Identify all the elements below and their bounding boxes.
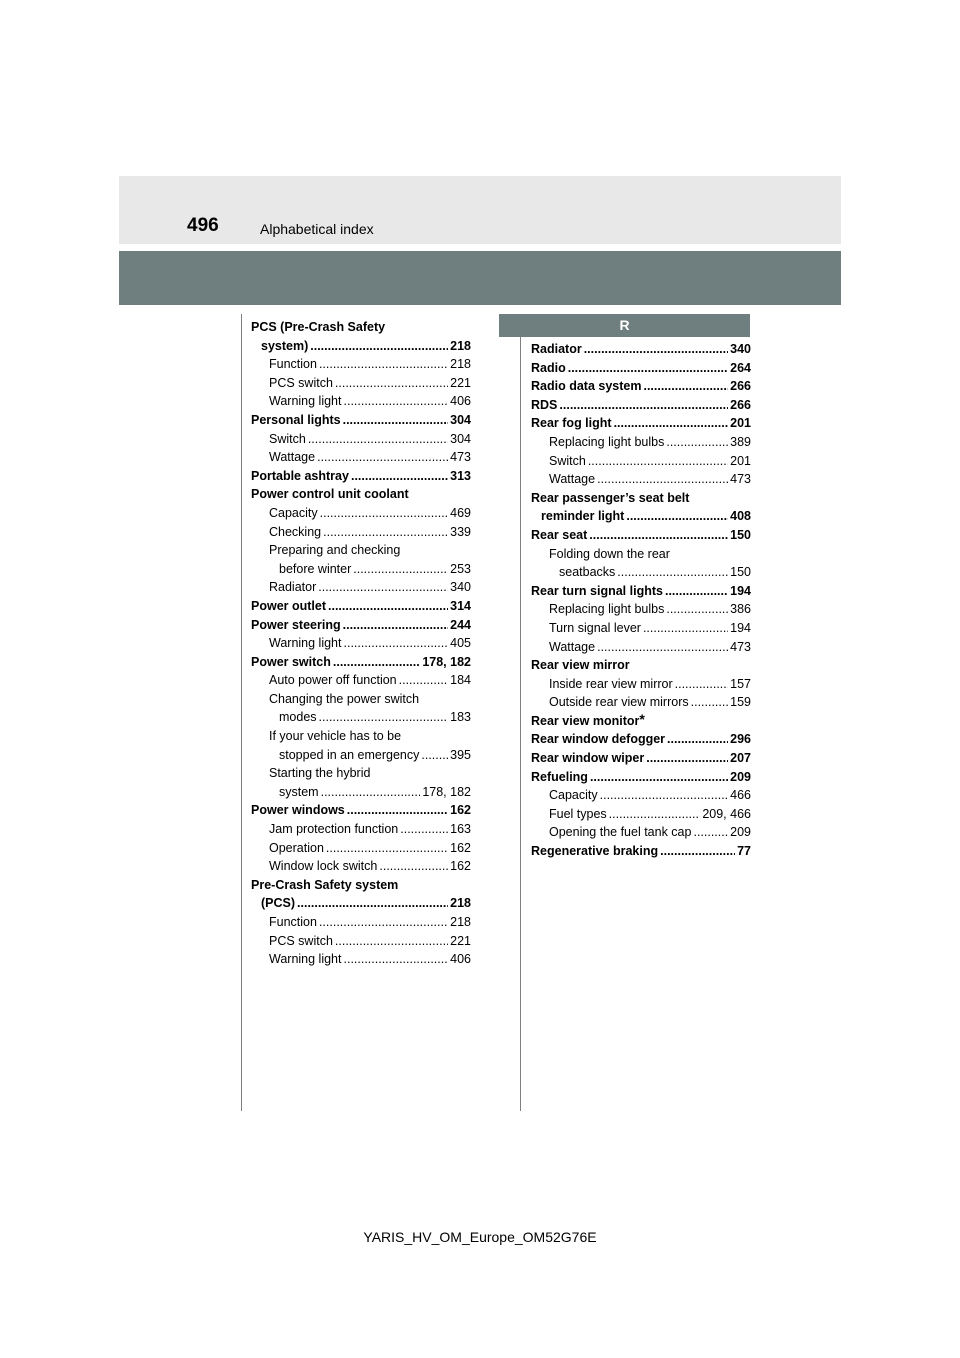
page-ref: 218 [450,357,471,372]
entry-text: Replacing light bulbs [549,602,665,617]
dot-leader [609,805,701,824]
index-subentry [251,578,471,597]
index-subentry [531,619,751,638]
index-entry [251,597,471,616]
dot-leader [297,894,448,913]
index-entry [531,377,751,396]
index-entry [531,526,751,545]
entry-text: PCS switch [269,375,333,390]
page-ref: 194 [730,620,751,635]
page-ref: 183 [450,710,471,725]
entry-text: Rear seat [531,527,588,542]
dot-leader [328,597,448,616]
dot-leader [318,578,448,597]
dot-leader [323,523,448,542]
dot-leader [589,526,728,545]
page-ref: 162 [450,840,471,855]
dot-leader [400,820,448,839]
entry-text: seatbacks [559,565,616,580]
dot-leader [379,857,448,876]
entry-text: Opening the fuel tank cap [549,825,692,840]
dot-leader [320,504,449,523]
page-ref: 266 [730,397,751,412]
page-ref: 150 [730,527,751,542]
index-entry [531,414,751,433]
entry-text: Starting the hybrid [269,766,371,781]
entry-text: Changing the power switch [269,691,420,706]
page-ref: 209 [730,825,751,840]
dot-leader [319,355,448,374]
entry-text: system [279,784,319,799]
entry-text: Warning light [269,952,342,967]
index-entry [251,411,471,430]
index-entry [251,318,471,337]
dot-leader [344,392,449,411]
page-ref: 184 [450,673,471,688]
column-divider-left [241,314,242,1111]
dot-leader [584,340,728,359]
page-ref: 162 [450,803,471,818]
dot-leader [326,839,448,858]
dot-leader [666,600,728,619]
index-subentry [531,433,751,452]
section-letter: R [619,317,630,333]
index-entry [251,801,471,820]
entry-text: Warning light [269,394,342,409]
index-subentry [251,932,471,951]
dot-leader [691,693,729,712]
footer-doc-code: YARIS_HV_OM_Europe_OM52G76E [363,1229,597,1245]
entry-text: stopped in an emergency [279,747,420,762]
index-subentry [251,374,471,393]
index-subentry [251,690,471,709]
index-entry: Rear view monitor * [531,712,751,731]
entry-text: Power control unit coolant [251,487,409,502]
page-ref: 395 [450,747,471,762]
dot-leader [351,467,448,486]
index-subentry [251,708,471,727]
index-entry [531,582,751,601]
entry-text: Inside rear view mirror [549,676,673,691]
index-subentry [251,448,471,467]
page-ref: 207 [730,751,751,766]
dot-leader [643,377,728,396]
index-subentry [531,786,751,805]
page-ref: 218 [450,896,471,911]
index-subentry [531,545,751,564]
page-ref: 466 [730,788,751,803]
index-entry [251,467,471,486]
dot-leader [626,507,728,526]
page-ref: 201 [730,453,751,468]
index-entry [251,653,471,672]
entry-text: Outside rear view mirrors [549,695,689,710]
entry-text: Wattage [269,450,316,465]
entry-text: Personal lights [251,412,341,427]
index-entry [251,894,471,913]
page-ref: 218 [450,915,471,929]
dot-leader [614,414,729,433]
page-ref: 406 [450,952,471,967]
index-subentry [251,727,471,746]
index-subentry [531,470,751,489]
index-entry [531,768,751,787]
index-entry [251,876,471,895]
entry-text: Radiator [531,342,582,356]
dot-leader [667,730,728,749]
page-ref: 408 [730,509,751,524]
entry-text: Rear window defogger [531,732,666,747]
page-ref: 264 [730,360,751,375]
page-ref: 77 [737,844,751,859]
dot-leader [344,634,449,653]
entry-text: Rear view monitor [531,713,640,728]
page-ref: 473 [730,472,751,487]
entry-text: Refueling [531,769,588,784]
page-ref: 314 [450,598,471,613]
section-letter-bar [499,314,750,337]
entry-text: Power outlet [251,598,327,613]
index-entry [251,485,471,504]
index-entry [251,337,471,356]
entry-text: system) [261,338,309,353]
page-ref: 473 [730,639,751,654]
dot-leader [590,768,728,787]
entry-text: Operation [269,840,324,855]
index-subentry [251,560,471,579]
index-subentry [531,600,751,619]
index-subentry [251,839,471,858]
dot-leader [308,430,448,449]
entry-text: Radiator [269,580,317,595]
dot-leader [568,359,728,378]
dot-leader [600,786,729,805]
index-subentry [531,693,751,712]
entry-text: If your vehicle has to be [269,729,402,744]
entry-text: Switch [269,431,306,446]
page-ref: 405 [450,636,471,651]
dot-leader [421,746,448,765]
entry-text: Pre-Crash Safety system [251,877,399,892]
dot-leader [588,452,728,471]
page-ref: 389 [730,434,751,449]
dot-leader [344,950,449,969]
page-ref: 406 [450,394,471,409]
entry-text: Warning light [269,636,342,651]
entry-text: Folding down the rear [549,546,670,561]
entry-text: Replacing light bulbs [549,434,665,449]
page-ref: 469 [450,505,471,520]
dot-leader [335,932,448,951]
entry-text: Auto power off function [269,673,397,688]
entry-text: Rear view mirror [531,658,630,673]
entry-text: Capacity [549,788,598,803]
index-subentry [531,675,751,694]
page-ref: 304 [450,431,471,446]
entry-text: Window lock switch [269,859,378,874]
index-entry [531,359,751,378]
index-entry [251,616,471,635]
index-entry [531,396,751,415]
dot-leader [617,563,728,582]
page-ref: 178, 182 [422,784,471,799]
index-subentry [251,783,471,802]
page-ref: 162 [450,859,471,874]
section-title: Alphabetical index [260,221,374,237]
page-ref: 340 [730,342,751,356]
entry-text: Rear turn signal lights [531,583,663,598]
entry-text: Power windows [251,803,345,818]
page-ref: 157 [730,676,751,691]
index-entry [531,507,751,526]
header-band [119,251,841,305]
dot-leader [335,374,448,393]
dot-leader [347,801,448,820]
index-entry [531,489,751,508]
dot-leader [353,560,448,579]
entry-text: Switch [549,453,586,468]
dot-leader [693,823,728,842]
index-subentry [251,820,471,839]
entry-text: Rear window wiper [531,751,645,766]
dot-leader [333,653,420,672]
index-subentry [251,671,471,690]
dot-leader [643,619,728,638]
dot-leader [321,783,421,802]
page-ref: 221 [450,933,471,948]
entry-text: Jam protection function [269,822,399,837]
index-subentry [251,355,471,374]
entry-text: Regenerative braking [531,844,659,859]
index-subentry [251,746,471,765]
dot-leader [399,671,449,690]
dot-leader [665,582,728,601]
page-ref: 209, 466 [702,806,751,821]
entry-text: PCS switch [269,933,333,948]
page-ref: 244 [450,617,471,632]
entry-text: PCS (Pre-Crash Safety [251,320,386,334]
dot-leader [559,396,728,415]
column-divider-right [520,337,521,1111]
dot-leader [675,675,729,694]
dot-leader [310,337,448,356]
page-ref: 159 [730,695,751,710]
entry-text: RDS [531,397,558,412]
index-entry [531,656,751,675]
page-ref: 296 [730,732,751,747]
dot-leader [660,842,735,861]
entry-text: Preparing and checking [269,543,401,558]
index-subentry [251,430,471,449]
entry-text: (PCS) [261,896,296,911]
index-column-right [531,340,751,861]
entry-text: Power switch [251,654,331,669]
page-ref: 150 [730,565,751,580]
entry-text: Rear fog light [531,416,612,431]
page-ref: 194 [730,583,751,598]
page-ref: 386 [730,602,751,617]
dot-leader [666,433,728,452]
entry-text: before winter [279,561,352,576]
index-subentry [531,805,751,824]
page-ref: 201 [730,416,751,431]
index-subentry [251,764,471,783]
dot-leader [343,411,449,430]
page-ref: 221 [450,375,471,390]
entry-text: Radio [531,360,566,375]
index-subentry [531,452,751,471]
entry-text: Radio data system [531,379,642,394]
entry-text: Wattage [549,639,596,654]
dot-leader [646,749,728,768]
entry-text: Wattage [549,472,596,487]
page-ref: 266 [730,379,751,394]
index-subentry [531,638,751,657]
dot-leader [343,616,449,635]
entry-text: Function [269,357,317,372]
page-number: 496 [187,215,219,236]
entry-text: modes [279,710,317,725]
index-entry [531,749,751,768]
header-bar [119,176,841,244]
page-ref: 218 [450,338,471,353]
entry-text: Portable ashtray [251,468,349,483]
page-ref: 304 [450,412,471,427]
entry-text: Fuel types [549,806,607,821]
entry-text: Checking [269,524,322,539]
entry-text: Function [269,915,317,929]
index-subentry [251,857,471,876]
index-subentry [531,563,751,582]
index-entry [531,842,751,861]
index-subentry [251,392,471,411]
dot-leader [597,638,728,657]
page-ref: 313 [450,468,471,483]
index-subentry [251,541,471,560]
index-subentry [531,823,751,842]
index-subentry [251,634,471,653]
page-ref: 178, 182 [422,654,471,669]
page-ref: 163 [450,822,471,837]
dot-leader [597,470,728,489]
page-ref: 209 [730,769,751,784]
page-ref: 340 [450,580,471,595]
entry-text: Turn signal lever [549,620,641,635]
index-entry [531,340,751,359]
entry-text: Capacity [269,505,318,520]
entry-text: reminder light [541,509,625,524]
index-subentry [251,504,471,523]
index-entry [531,730,751,749]
index-column-left [251,318,471,969]
index-subentry [251,950,471,969]
entry-text: Rear passenger’s seat belt [531,490,690,505]
page-ref: 473 [450,450,471,465]
page-ref: 339 [450,524,471,539]
dot-leader [319,708,449,727]
index-subentry [251,523,471,542]
entry-text: Power steering [251,617,341,632]
page-ref: 253 [450,561,471,576]
index-subentry [251,913,471,932]
dot-leader [317,448,448,467]
dot-leader [319,913,448,932]
